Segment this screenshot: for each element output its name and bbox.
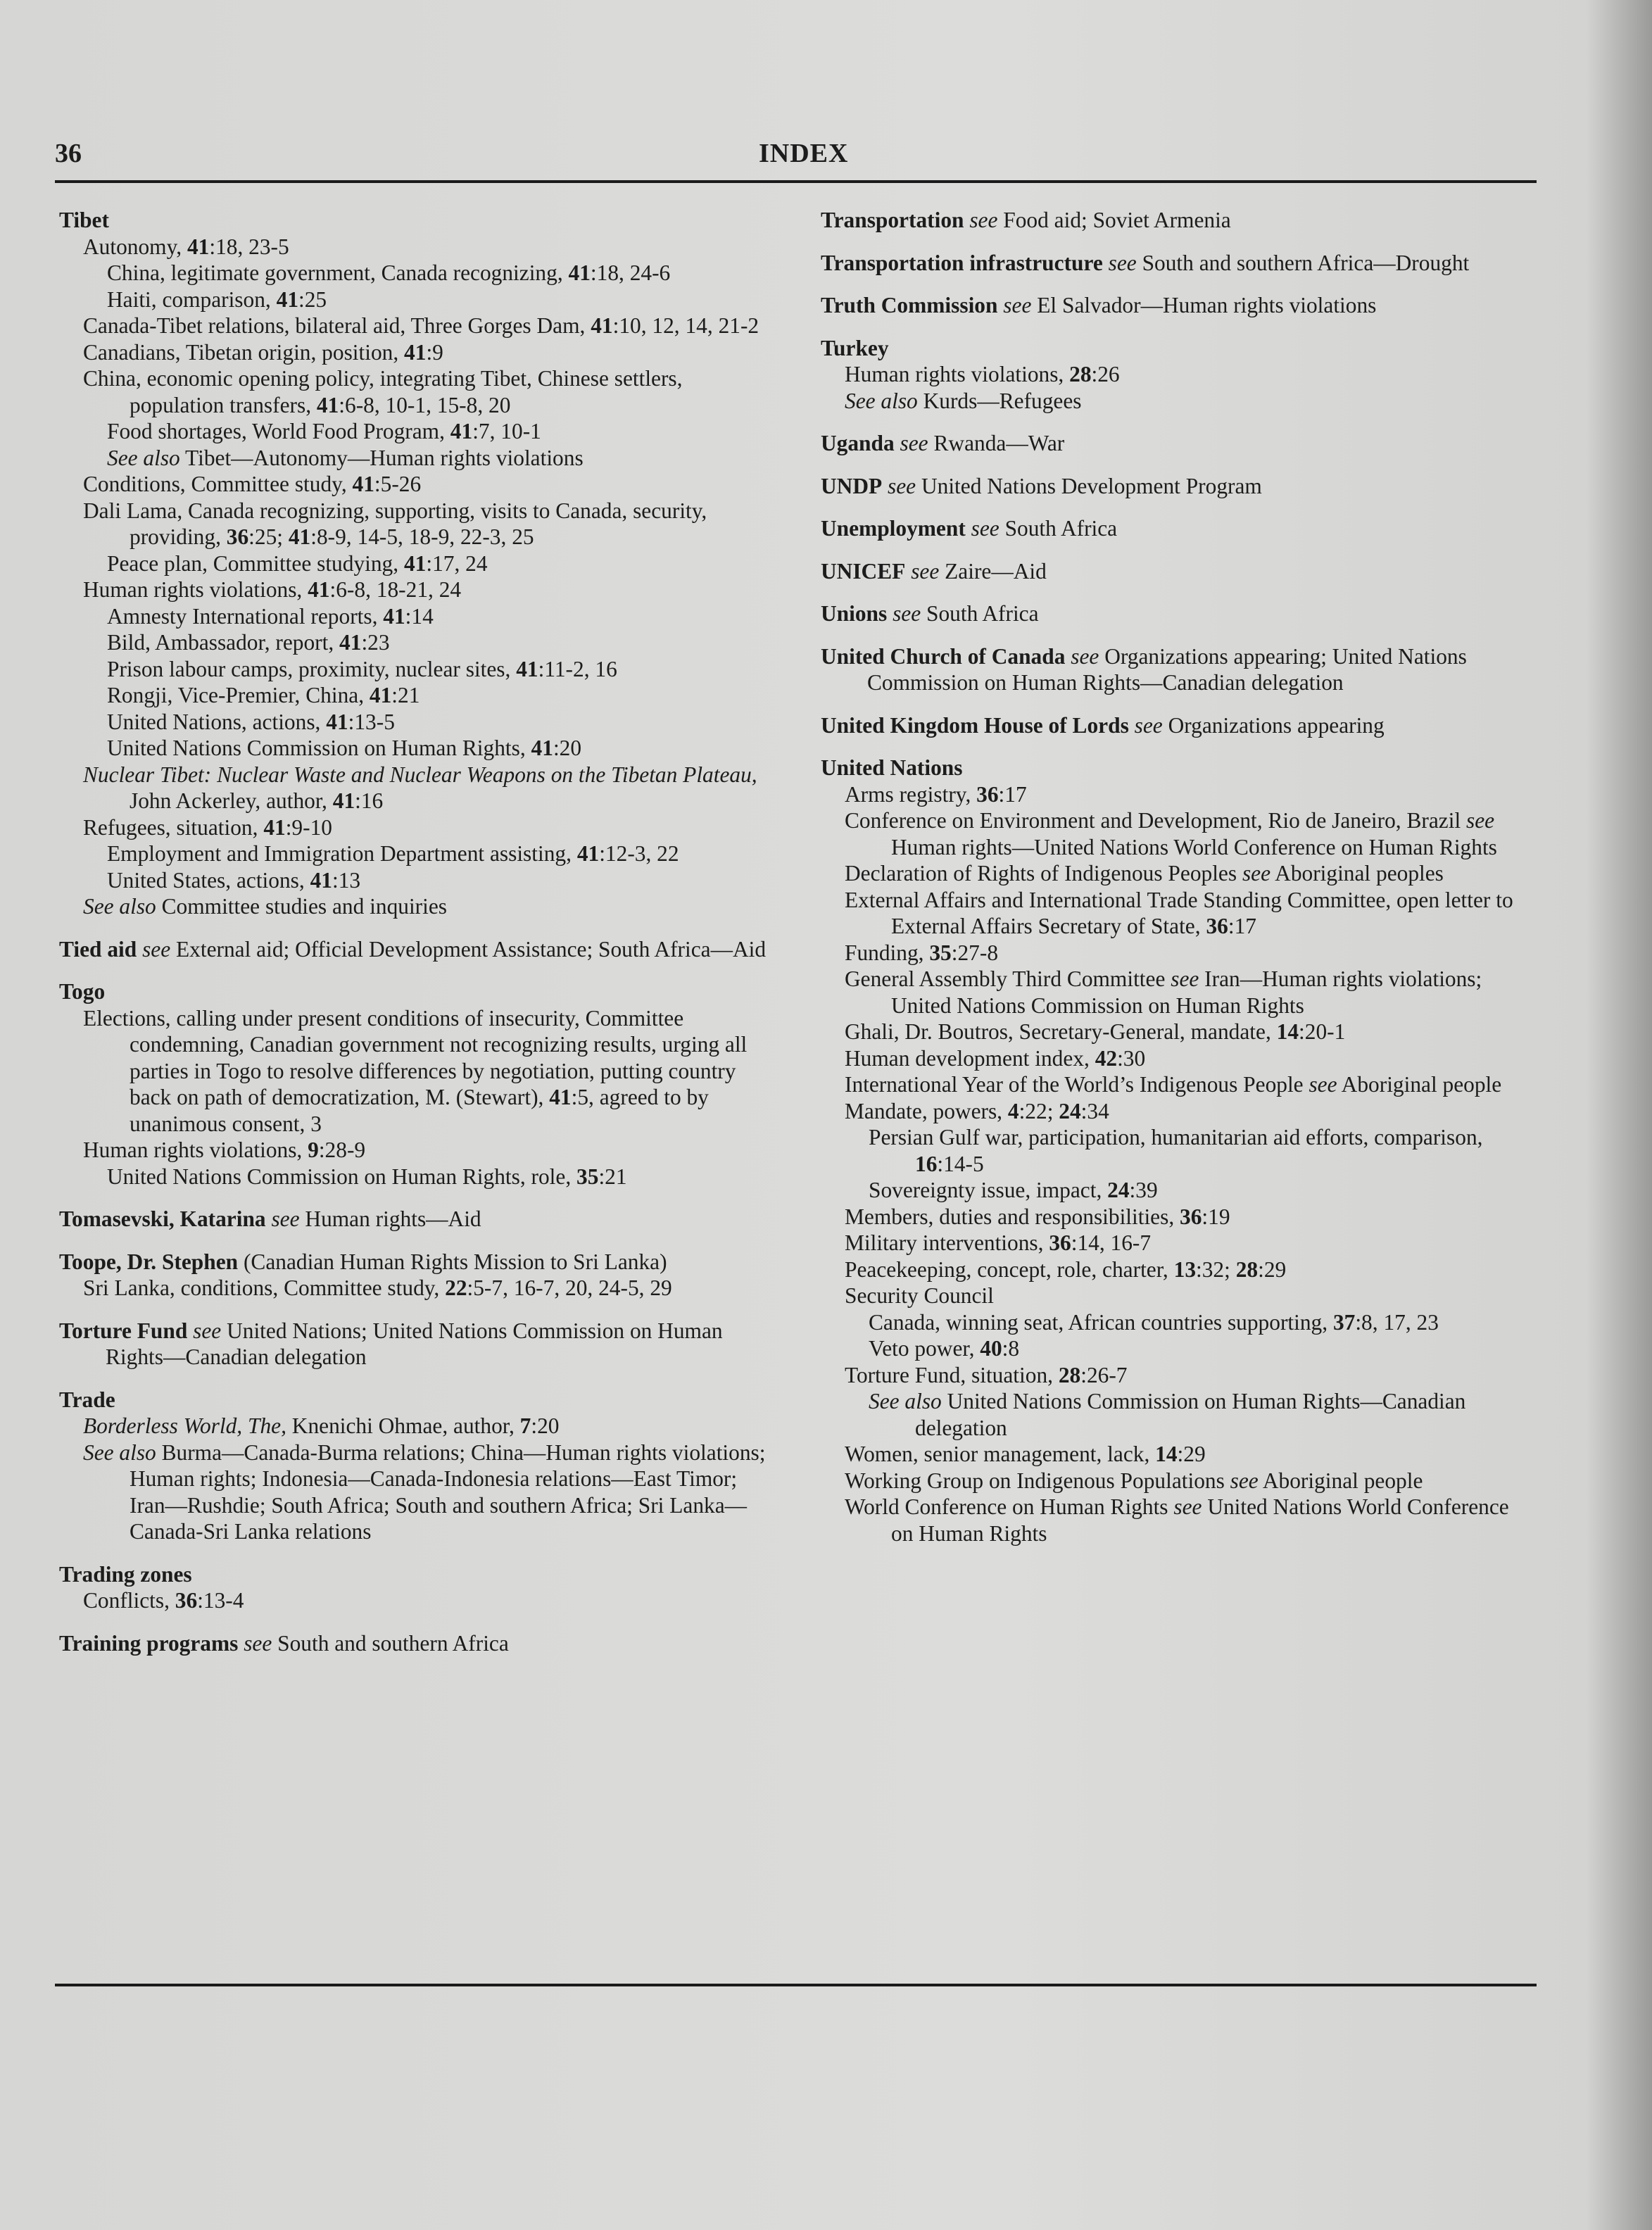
index-text: Prison labour camps, proximity, nuclear sites, [107,656,517,681]
index-text: UNICEF [821,558,906,584]
index-text: China, legitimate government, Canada recognizing, [107,260,569,285]
index-text: Funding, [845,940,930,965]
left-column [59,207,770,1672]
subentry [821,966,1518,1019]
entry-unicef [821,558,1518,585]
entry-toope [59,1249,770,1302]
subentry [59,1137,770,1164]
index-text: Canadians, Tibetan origin, position, [83,339,405,365]
entry-tied-aid [59,936,770,963]
index-text: Bild, Ambassador, report, [107,630,340,655]
index-text: :20 [553,736,582,760]
index-text: see [882,473,916,498]
index-text: United Church of Canada [821,643,1066,669]
index-text: Human rights—Aid [299,1207,481,1231]
index-text: 41 [568,260,591,285]
index-text: Aboriginal peoples [1270,861,1444,886]
entry-unions [821,600,1518,627]
index-text: Veto power, [869,1336,981,1361]
entry-trading-zones [59,1561,770,1614]
subentry [59,286,770,313]
subentry [59,629,770,656]
entry-heading: Trade [59,1387,115,1412]
entry-uganda [821,430,1518,457]
entry-heading [59,1249,770,1275]
index-text: South and southern Africa [272,1630,509,1656]
subentry [59,840,770,867]
index-text: :20 [531,1413,560,1438]
index-text: See also [869,1389,942,1413]
index-text: see [187,1318,222,1343]
subentry [821,1494,1518,1546]
index-text: 41 [369,683,392,707]
index-text: 35 [929,940,952,965]
index-text: Tomasevski, Katarina [59,1207,266,1231]
index-text: United Nations Commission on Human Rights, [107,736,531,760]
see-also [821,388,1518,415]
index-text: South and southern Africa—Drought [1136,250,1470,275]
subentry [821,1362,1518,1389]
index-text: 16 [915,1151,938,1176]
index-text: Organizations appearing; United Nations Commission on Human Rights—Canadian delegation [867,643,1467,695]
index-text: see [1065,643,1099,669]
index-text: Transportation infrastructure [821,250,1103,275]
index-text: United Nations, actions, [107,709,327,734]
index-text: World Conference on Human Rights [845,1494,1174,1519]
subentry [821,1468,1518,1494]
index-text: 28 [1069,362,1092,386]
index-text: 41 [549,1085,572,1109]
index-text: John Ackerley, author, [130,788,333,813]
subentry [59,471,770,498]
subentry [821,887,1518,940]
subentry [59,735,770,762]
subentry [59,550,770,577]
subentry [59,603,770,630]
subentry [59,682,770,709]
index-text: Aboriginal people [1337,1072,1502,1097]
page-header [55,138,1537,183]
subentry [821,1124,1518,1177]
index-text: 7 [519,1413,531,1438]
entry-transportation [821,207,1518,234]
index-text: 36 [1180,1204,1202,1229]
index-text: :28-9 [318,1138,366,1162]
index-text: Peace plan, Committee studying, [107,550,404,576]
index-text: Canada, winning seat, African countries supporting, [869,1309,1333,1335]
index-text: 41 [316,392,339,417]
index-text: see [1230,1468,1259,1493]
index-text: :13 [332,867,361,893]
index-text: Amnesty International reports, [107,603,384,629]
index-text: 41 [450,419,473,443]
index-text: see [965,516,1000,541]
index-text: :21 [391,683,420,707]
index-text: United Nations; United Nations Commission on Human Rights—Canadian delegation [106,1318,723,1369]
subentry [59,867,770,894]
entry-transportation-infrastructure [821,250,1518,277]
see-also [59,893,770,920]
index-text: see [964,208,998,232]
see-also [59,1440,770,1545]
index-text: Aboriginal people [1258,1468,1423,1493]
subentry [821,807,1518,860]
subentry [59,762,770,814]
index-text: Human rights violations, [83,577,308,602]
index-text: Autonomy, [83,234,187,259]
index-text: Kurds—Refugees [917,388,1082,413]
index-text: :17, 24 [426,550,488,576]
index-text: Committee studies and inquiries [156,894,448,919]
index-text: :5-26 [374,472,422,496]
entry-tomasevski [59,1206,770,1233]
index-text: :18, 24-6 [590,260,671,285]
index-text: Women, senior management, lack, [845,1442,1156,1466]
index-text: :14-5 [937,1151,984,1176]
index-text: United Nations World Conference on Human Rights [891,1494,1509,1546]
index-text: see [1466,808,1495,833]
entry-heading: Togo [59,979,106,1004]
index-text: :16 [355,788,384,813]
index-text: 41 [310,867,332,893]
index-text: see [905,558,940,584]
index-text: 41 [288,524,311,549]
index-text: UNDP [821,473,883,498]
index-text: :29 [1177,1442,1206,1466]
index-text: Tied aid [59,936,137,962]
subentry [59,1587,770,1614]
subentry [59,418,770,445]
subentry [59,339,770,366]
index-text: China, economic opening policy, integrating Tibet, Chinese settlers, population transfers, [83,366,683,417]
index-text: 14 [1155,1442,1178,1466]
index-text: Training programs [59,1630,239,1656]
index-text: Declaration of Rights of Indigenous Peoples [845,861,1242,886]
subentry [59,1413,770,1440]
index-text: Persian Gulf war, participation, humanitarian aid efforts, comparison, [869,1125,1483,1149]
index-text: 36 [1049,1230,1071,1255]
index-text: Food aid; Soviet Armenia [997,208,1231,232]
index-text: 36 [1206,914,1228,938]
index-text: :13-5 [348,709,395,734]
see-also [59,445,770,472]
right-column [821,207,1518,1563]
index-text: :5-7, 16-7, 20, 24-5, 29 [467,1275,672,1300]
entry-united-nations [821,755,1518,1546]
entry-united-church [821,643,1518,696]
index-text: see [1309,1072,1337,1097]
index-text: Working Group on Indigenous Populations [845,1468,1230,1493]
subentry [821,1256,1518,1283]
index-text: Arms registry, [845,781,977,807]
index-text: South Africa [921,601,1039,626]
index-text: External aid; Official Development Assistance; South Africa—Aid [170,936,767,962]
subentry [59,313,770,339]
subentry [59,656,770,683]
subentry [821,1230,1518,1256]
index-text: Unions [821,601,888,626]
index-text: South Africa [999,516,1118,541]
index-text: 41 [276,286,299,312]
index-text: 41 [404,339,427,365]
entry-uk-house-of-lords [821,712,1518,739]
subentry [821,860,1518,887]
index-text: 42 [1095,1045,1118,1071]
index-text: :29 [1258,1256,1287,1282]
subentry [59,260,770,286]
subentry [59,1005,770,1138]
index-text: :19 [1202,1204,1230,1229]
index-text: 41 [383,603,405,629]
subentry [821,1309,1518,1336]
index-text: :39 [1129,1178,1158,1202]
index-text: 41 [531,736,553,760]
index-text: Human rights violations, [83,1138,308,1162]
entry-heading: Trading zones [59,1561,192,1587]
index-text: Human rights—United Nations World Conference on Human Rights [891,834,1497,859]
subentry [821,1335,1518,1362]
index-text: Haiti, comparison, [107,286,277,312]
subentry [59,365,770,418]
index-text: :9-10 [285,814,332,840]
index-text: 9 [308,1138,319,1162]
index-text: :6-8, 10-1, 15-8, 20 [339,392,511,417]
index-text: :21 [598,1164,627,1189]
index-text: United Kingdom House of Lords [821,712,1129,738]
index-text: see [1171,966,1199,991]
index-text: See also [845,388,918,413]
subentry [59,498,770,550]
subentry [59,1275,770,1302]
index-text: :27-8 [951,940,999,965]
subentry [821,1071,1518,1098]
index-text: see [238,1630,272,1656]
index-text: :26-7 [1080,1362,1128,1387]
subentry [821,1283,1518,1309]
index-text: see [265,1207,300,1231]
index-text: Transportation [821,208,964,232]
index-text: United Nations Development Program [916,473,1262,498]
index-text: 22 [445,1275,467,1300]
index-text: Sovereignty issue, impact, [869,1178,1108,1202]
index-text: :34 [1080,1098,1109,1123]
subentry [821,1045,1518,1072]
index-text: Human rights violations, [845,362,1070,386]
entry-togo [59,978,770,1190]
entry-trade [59,1387,770,1545]
index-text: Dali Lama, Canada recognizing, supporting, visits to Canada, security, providing, [83,498,707,549]
index-text: See also [107,445,180,470]
see-also [821,1388,1518,1441]
index-text: see [1128,712,1163,738]
subentry [821,1177,1518,1204]
index-text: Rongji, Vice-Premier, China, [107,683,370,707]
index-text: 41 [326,709,348,734]
index-text: 40 [980,1336,1002,1361]
index-text: 41 [576,841,600,866]
entry-undp [821,473,1518,500]
index-text: :13-4 [197,1588,244,1613]
index-text: Food shortages, World Food Program, [107,419,450,443]
entry-heading: United Nations [821,755,963,780]
index-text: see [1102,250,1137,275]
index-text: 14 [1276,1019,1299,1044]
index-text: :26 [1091,362,1120,386]
index-text: 41 [403,550,427,576]
index-text: 41 [352,472,374,496]
subentry [821,781,1518,808]
subentry [821,1098,1518,1125]
index-text: :17 [998,781,1027,807]
entry-truth-commission [821,292,1518,319]
entry-unemployment [821,515,1518,542]
index-text: Military interventions, [845,1230,1049,1255]
index-text: 24 [1059,1098,1081,1123]
index-text: Knenichi Ohmae, author, [286,1413,520,1438]
index-text: 41 [332,788,355,813]
index-text: see [137,936,171,962]
subentry [59,709,770,736]
index-text: United States, actions, [107,867,310,893]
entry-torture-fund [59,1318,770,1371]
subentry [821,940,1518,966]
index-text: 41 [516,656,538,681]
index-text: (Canadian Human Rights Mission to Sri Lanka) [238,1249,667,1274]
running-head: INDEX [759,139,849,168]
index-text: Organizations appearing [1162,712,1385,738]
index-text: Conflicts, [83,1588,175,1613]
index-text: :9 [426,339,443,365]
entry-training-programs [59,1630,770,1657]
subentry [821,361,1518,388]
index-text: see [887,601,921,626]
index-text: :20-1 [1299,1019,1346,1044]
index-text: See also [83,894,156,919]
index-text: Borderless World, The, [83,1413,286,1438]
index-text: see [894,431,928,455]
index-text: See also [83,1440,156,1465]
index-text: 24 [1107,1178,1130,1202]
subentry [59,234,770,260]
index-text: United Nations Commission on Human Rights, role, [107,1164,577,1189]
index-text: :32; [1196,1256,1236,1282]
index-text: :8-9, 14-5, 18-9, 22-3, 25 [310,524,534,549]
index-text: External Affairs and International Trade Standing Committee, open letter to External Affairs Secretary of State, [845,887,1513,938]
index-text: Elections, calling under present conditions of insecurity, Committee condemning, Canadian government not recognizing results, urging all parties in Togo to resolve differences by negotiation, putting country back on path of democratization, M. (Stewart), [83,1005,748,1109]
entry-turkey [821,335,1518,415]
index-text: :8, 17, 23 [1355,1309,1439,1335]
page-number: 36 [55,139,82,168]
subentry [59,577,770,603]
index-text: 41 [263,814,286,840]
index-text: General Assembly Third Committee [845,966,1171,991]
index-text: 4 [1007,1098,1019,1123]
index-text: Members, duties and responsibilities, [845,1204,1180,1229]
index-text: Torture Fund [59,1318,188,1343]
index-text: Human development index, [845,1045,1095,1071]
footer-rule [55,1984,1537,1986]
index-text: Nuclear Tibet: Nuclear Waste and Nuclear Weapons on the Tibetan Plateau, [83,762,757,787]
index-text: Unemployment [821,516,966,541]
index-text: Mandate, powers, [845,1098,1008,1123]
subentry [59,1164,770,1190]
index-text: Iran—Human rights violations; United Nations Commission on Human Rights [891,966,1482,1018]
index-text: :6-8, 18-21, 24 [329,577,462,602]
entry-heading: Tibet [59,208,109,232]
index-text: Sri Lanka, conditions, Committee study, [83,1275,446,1300]
index-text: Conditions, Committee study, [83,472,353,496]
index-text: 36 [976,781,999,807]
index-text: :30 [1117,1045,1146,1071]
index-text: :14, 16-7 [1071,1230,1152,1255]
index-text: :5, agreed to by unanimous consent, 3 [130,1085,709,1136]
index-text: 41 [187,234,210,259]
index-text: 36 [175,1588,198,1613]
index-text: see [997,293,1032,317]
index-text: Ghali, Dr. Boutros, Secretary-General, mandate, [845,1019,1277,1044]
entry-heading: Turkey [821,335,889,360]
index-text: 41 [339,630,362,655]
index-text: :25; [248,524,289,549]
index-text: see [1173,1494,1202,1519]
index-text: Security Council [845,1283,994,1308]
index-text: Burma—Canada-Burma relations; China—Human rights violations; Human rights; Indonesia—Canada-Indonesia relations—East Timor; Iran—Rushdie; South Africa; South and southern Africa; Sri Lanka—Canada-Sri Lanka relations [130,1440,766,1544]
index-text: Zaire—Aid [939,558,1047,584]
index-text: 13 [1173,1256,1197,1282]
index-text: 36 [226,524,249,549]
index-text: Torture Fund, situation, [845,1362,1059,1387]
index-text: :14 [405,603,434,629]
index-text: 28 [1058,1362,1081,1387]
index-text: :11-2, 16 [538,656,617,681]
subentry [821,1441,1518,1468]
subentry [821,1204,1518,1230]
index-text: International Year of the World’s Indigenous People [845,1072,1309,1097]
index-text: Conference on Environment and Development, Rio de Janeiro, Brazil [845,808,1467,833]
index-text: 37 [1332,1309,1356,1335]
index-text: 41 [308,577,330,602]
index-text: United Nations Commission on Human Rights—Canadian delegation [915,1389,1466,1440]
index-text: :25 [298,286,327,312]
index-text: :17 [1228,914,1256,938]
index-text: Canada-Tibet relations, bilateral aid, Three Gorges Dam, [83,313,591,338]
index-text: Refugees, situation, [83,814,264,840]
index-text: Rwanda—War [928,431,1065,455]
index-text: 41 [591,313,613,338]
subentry [59,814,770,841]
index-text: :10, 12, 14, 21-2 [612,313,759,338]
index-text: see [1242,861,1271,886]
index-text: Tibet—Autonomy—Human rights violations [179,445,584,470]
index-text: Employment and Immigration Department assisting, [107,841,577,866]
index-text: :8 [1002,1336,1020,1361]
index-text: :18, 23-5 [209,234,289,259]
index-text: 35 [576,1164,599,1189]
index-text: :12-3, 22 [599,841,679,866]
entry-tibet [59,207,770,920]
index-text: Toope, Dr. Stephen [59,1249,239,1274]
index-text: Uganda [821,431,895,455]
index-text: El Salvador—Human rights violations [1031,293,1377,317]
index-text: :23 [361,630,390,655]
index-text: :22; [1019,1098,1059,1123]
index-text: 28 [1235,1256,1259,1282]
index-text: Peacekeeping, concept, role, charter, [845,1256,1174,1282]
subentry [821,1019,1518,1045]
index-text: Truth Commission [821,293,998,317]
index-text: :7, 10-1 [472,419,541,443]
